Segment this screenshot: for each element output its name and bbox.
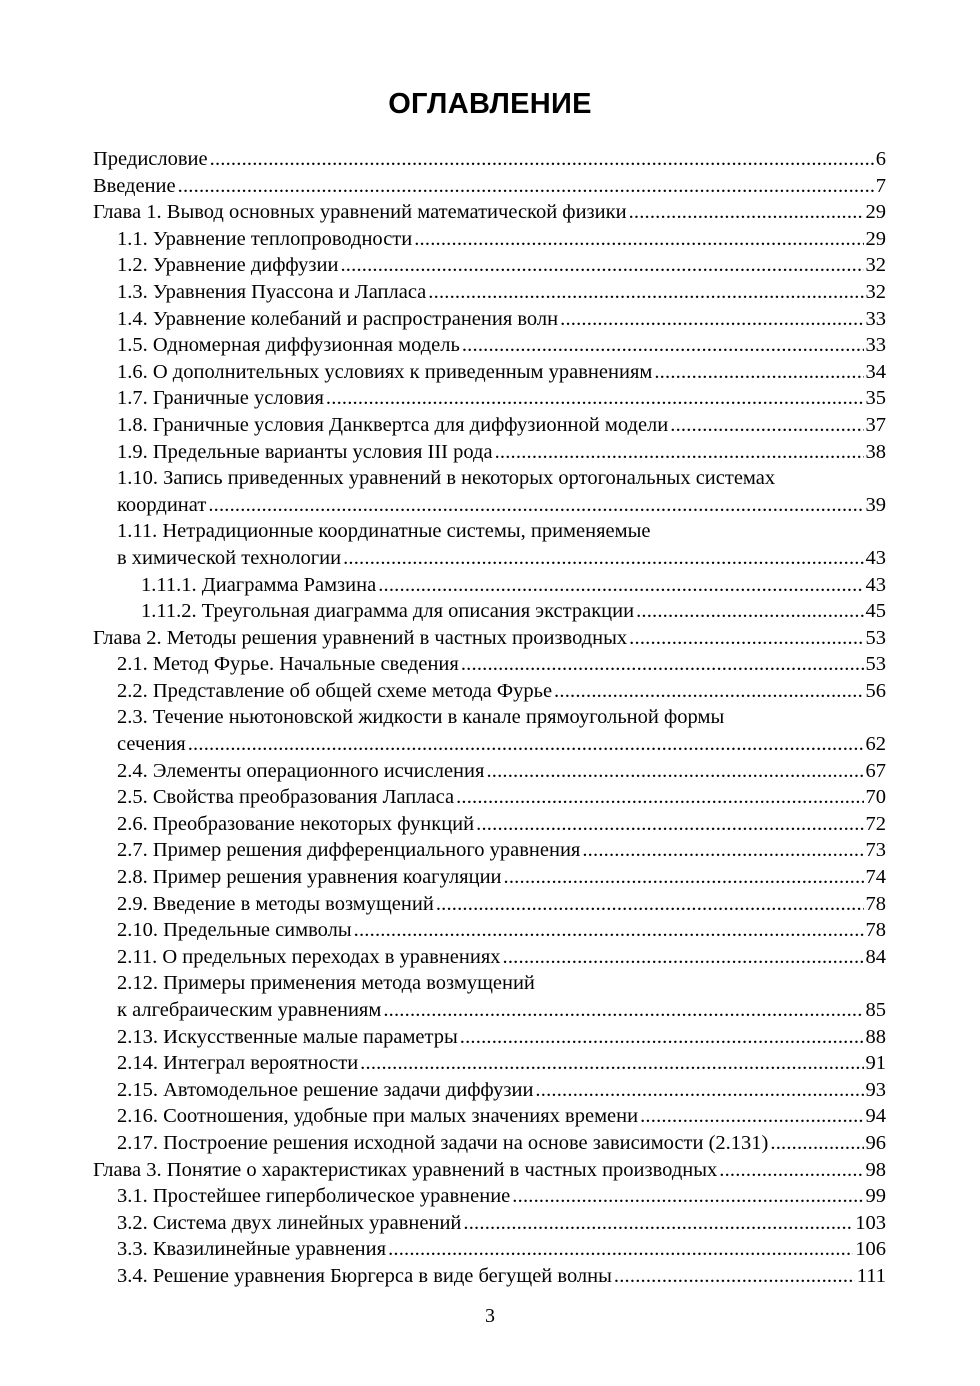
dot-leader: [640, 1103, 863, 1130]
toc-entry-page: 96: [865, 1131, 886, 1154]
toc-entry-label: 3.2. Система двух линейных уравнений: [117, 1211, 462, 1234]
dot-leader: [461, 651, 864, 678]
dot-leader: [210, 146, 874, 173]
toc-entry[interactable]: [93, 758, 886, 785]
toc-entry-label: 2.4. Элементы операционного исчисления: [117, 759, 485, 782]
dot-leader: [476, 811, 863, 838]
toc-entry-label: Глава 1. Вывод основных уравнений математической физики: [93, 201, 627, 224]
toc-entry-label: 1.5. Одномерная диффузионная модель: [117, 334, 460, 357]
toc-entry-label: 1.1. Уравнение теплопроводности: [117, 227, 413, 250]
toc-entry-label-line1[interactable]: 1.10. Запись приведенных уравнений в некоторых ортогональных системах: [117, 467, 776, 490]
toc-entry[interactable]: [93, 1024, 886, 1051]
toc-entry-label: 1.8. Граничные условия Данквертса для диффузионной модели: [117, 413, 669, 436]
toc-entry-page: 84: [865, 945, 886, 968]
dot-leader: [428, 279, 863, 306]
dot-leader: [554, 678, 863, 705]
dot-leader: [188, 731, 864, 758]
dot-leader: [383, 997, 863, 1024]
toc-entry-label: 1.2. Уравнение диффузии: [117, 254, 339, 277]
toc-entry[interactable]: [93, 252, 886, 279]
toc-entry-page: 88: [865, 1025, 886, 1048]
toc-entry[interactable]: [93, 1050, 886, 1077]
toc-entry[interactable]: [93, 1130, 886, 1157]
toc-entry-page: 111: [856, 1264, 886, 1287]
toc-entry[interactable]: [93, 279, 886, 306]
toc-entry-label: 2.8. Пример решения уравнения коагуляции: [117, 866, 502, 889]
toc-entry[interactable]: [93, 332, 886, 359]
dot-leader: [504, 864, 864, 891]
dot-leader: [462, 332, 864, 359]
toc-entry-label: 2.14. Интеграл вероятности: [117, 1052, 359, 1075]
toc-entry-page: 67: [865, 759, 886, 782]
toc-entry-page: 62: [865, 733, 886, 756]
dot-leader: [486, 758, 863, 785]
toc-entry-label-line1[interactable]: 1.11. Нетрадиционные координатные системы, применяемые: [117, 520, 651, 543]
toc-entry-label: 2.6. Преобразование некоторых функций: [117, 812, 475, 835]
toc-entry[interactable]: [93, 917, 886, 944]
toc-entry-page: 7: [875, 174, 886, 197]
toc-entry-page: 35: [865, 387, 886, 410]
toc-entry[interactable]: [93, 651, 886, 678]
dot-leader: [636, 598, 863, 625]
toc-entry-page: 6: [875, 148, 886, 170]
toc-entry-page: 73: [865, 839, 886, 862]
toc-entry[interactable]: [93, 1210, 886, 1237]
dot-leader: [340, 252, 863, 279]
toc-entry[interactable]: [93, 1077, 886, 1104]
toc-entry-page: 94: [865, 1105, 886, 1128]
toc-entry-label: 2.7. Пример решения дифференциального уравнения: [117, 839, 581, 862]
toc-entry[interactable]: [93, 173, 886, 200]
toc-entry[interactable]: [93, 598, 886, 625]
toc-entry-label: 2.5. Свойства преобразования Лапласа: [117, 786, 455, 809]
toc-entry-label: 1.6. О дополнительных условиях к приведенным уравнениям: [117, 360, 653, 383]
toc-entry-label: 2.9. Введение в методы возмущений: [117, 892, 434, 915]
toc-chapter-entry[interactable]: [93, 1157, 886, 1184]
toc-entry[interactable]: [93, 864, 886, 891]
toc-entry[interactable]: [93, 492, 886, 519]
table-of-contents: [93, 146, 886, 1290]
toc-entry-label: 2.10. Предельные символы: [117, 919, 352, 942]
toc-entry-label: 3.4. Решение уравнения Бюргерса в виде бегущей волны: [117, 1264, 612, 1287]
dot-leader: [670, 412, 863, 439]
toc-entry[interactable]: [93, 997, 886, 1024]
toc-chapter-entry[interactable]: [93, 625, 886, 652]
toc-entry-page: 32: [865, 280, 886, 303]
toc-entry-label: 1.11.2. Треугольная диаграмма для описания экстракции: [141, 600, 635, 623]
toc-entry-page: 106: [855, 1238, 886, 1261]
dot-leader: [629, 199, 864, 226]
toc-entry-page: 78: [865, 919, 886, 942]
dot-leader: [463, 1210, 853, 1237]
toc-entry-page: 43: [865, 546, 886, 569]
toc-entry-page: 98: [865, 1158, 886, 1181]
dot-leader: [560, 306, 863, 333]
toc-entry-page: 33: [865, 307, 886, 330]
toc-entry[interactable]: [93, 731, 886, 758]
toc-entry-page: 91: [865, 1052, 886, 1075]
dot-leader: [178, 173, 874, 200]
toc-entry-page: 53: [865, 626, 886, 649]
toc-entry-page: 45: [865, 600, 886, 623]
toc-entry-page: 72: [865, 812, 886, 835]
toc-entry-label: 3.3. Квазилинейные уравнения: [117, 1238, 387, 1261]
dot-leader: [354, 917, 864, 944]
toc-entry[interactable]: [93, 359, 886, 386]
toc-entry-label: 2.15. Автомодельное решение задачи диффузии: [117, 1078, 534, 1101]
toc-entry-label: координат: [117, 493, 207, 516]
dot-leader: [414, 226, 863, 253]
toc-entry-page: 34: [865, 360, 886, 383]
toc-entry-label: 2.1. Метод Фурье. Начальные сведения: [117, 653, 459, 676]
dot-leader: [654, 359, 863, 386]
dot-leader: [512, 1183, 863, 1210]
toc-entry[interactable]: [93, 1183, 886, 1210]
dot-leader: [360, 1050, 863, 1077]
dot-leader: [436, 891, 864, 918]
toc-entry-label: 1.11.1. Диаграмма Рамзина: [141, 573, 377, 596]
toc-entry-label: 1.3. Уравнения Пуассона и Лапласа: [117, 280, 427, 303]
dot-leader: [388, 1236, 853, 1263]
dot-leader: [343, 545, 863, 572]
toc-entry-page: 29: [865, 227, 886, 250]
toc-entry-label: Введение: [93, 174, 176, 197]
toc-entry-page: 103: [855, 1211, 886, 1234]
dot-leader: [460, 1024, 864, 1051]
page-title: ОГЛАВЛЕНИЕ: [388, 88, 592, 120]
toc-entry[interactable]: [93, 944, 886, 971]
toc-entry-label: 2.2. Представление об общей схеме метода Фурье: [117, 679, 553, 702]
toc-entry-label-line1[interactable]: 2.12. Примеры применения метода возмущений: [117, 972, 535, 995]
toc-entry[interactable]: [93, 837, 886, 864]
toc-entry[interactable]: [93, 891, 886, 918]
toc-entry-label: 2.17. Построение решения исходной задачи на основе зависимости (2.131): [117, 1131, 769, 1154]
toc-entry[interactable]: [93, 412, 886, 439]
toc-entry[interactable]: [93, 385, 886, 412]
toc-entry-label: 3.1. Простейшее гиперболическое уравнение: [117, 1185, 511, 1208]
dot-leader: [719, 1157, 863, 1184]
toc-entry[interactable]: [93, 146, 886, 173]
page-number: 3: [485, 1305, 495, 1327]
toc-entry-page: 93: [865, 1078, 886, 1101]
dot-leader: [582, 837, 863, 864]
toc-entry-page: 43: [865, 573, 886, 596]
dot-leader: [326, 385, 864, 412]
toc-entry-label: 2.13. Искусственные малые параметры: [117, 1025, 458, 1048]
toc-entry-page: 85: [865, 999, 886, 1021]
toc-entry[interactable]: [93, 572, 886, 599]
toc-entry-label: 1.7. Граничные условия: [117, 387, 324, 410]
toc-entry-label-line1[interactable]: 2.3. Течение ньютоновской жидкости в канале прямоугольной формы: [117, 706, 725, 729]
toc-entry[interactable]: [93, 545, 886, 572]
toc-entry-page: 53: [865, 653, 886, 676]
dot-leader: [503, 944, 864, 971]
toc-entry[interactable]: [93, 439, 886, 466]
dot-leader: [614, 1263, 855, 1290]
toc-entry-page: 56: [865, 679, 886, 702]
toc-entry-page: 29: [865, 201, 886, 224]
toc-entry[interactable]: [93, 811, 886, 838]
toc-entry[interactable]: [93, 784, 886, 811]
toc-entry[interactable]: [93, 1263, 886, 1290]
toc-entry-page: 39: [865, 493, 886, 516]
toc-entry-page: 32: [865, 254, 886, 277]
toc-entry-page: 70: [865, 786, 886, 809]
toc-entry-label: Глава 3. Понятие о характеристиках уравнений в частных производных: [93, 1158, 718, 1181]
dot-leader: [629, 625, 863, 652]
toc-entry-label: 2.16. Соотношения, удобные при малых значениях времени: [117, 1105, 639, 1128]
toc-entry-page: 37: [865, 413, 886, 436]
toc-entry-label: Предисловие: [93, 148, 208, 170]
dot-leader: [770, 1130, 863, 1157]
toc-entry-label: 2.11. О предельных переходах в уравнениях: [117, 945, 501, 968]
toc-entry-page: 38: [865, 440, 886, 463]
dot-leader: [456, 784, 863, 811]
toc-entry[interactable]: [93, 1236, 886, 1263]
dot-leader: [495, 439, 864, 466]
toc-entry-label: Глава 2. Методы решения уравнений в частных производных: [93, 626, 628, 649]
toc-entry-page: 33: [865, 334, 886, 357]
toc-entry-label: сечения: [117, 733, 186, 756]
dot-leader: [378, 572, 863, 599]
toc-entry-page: 99: [865, 1185, 886, 1208]
toc-entry-label: в химической технологии: [117, 546, 342, 569]
toc-chapter-entry[interactable]: [93, 199, 886, 226]
dot-leader: [535, 1077, 863, 1104]
toc-entry-label: 1.4. Уравнение колебаний и распространения волн: [117, 307, 559, 330]
toc-entry[interactable]: [93, 306, 886, 333]
toc-entry-label: 1.9. Предельные варианты условия III рода: [117, 440, 493, 463]
toc-entry[interactable]: [93, 1103, 886, 1130]
dot-leader: [208, 492, 863, 519]
toc-entry[interactable]: [93, 678, 886, 705]
toc-entry-page: 74: [865, 866, 886, 889]
toc-entry[interactable]: [93, 226, 886, 253]
toc-entry-page: 78: [865, 892, 886, 915]
toc-entry-label: к алгебраическим уравнениям: [117, 999, 382, 1021]
